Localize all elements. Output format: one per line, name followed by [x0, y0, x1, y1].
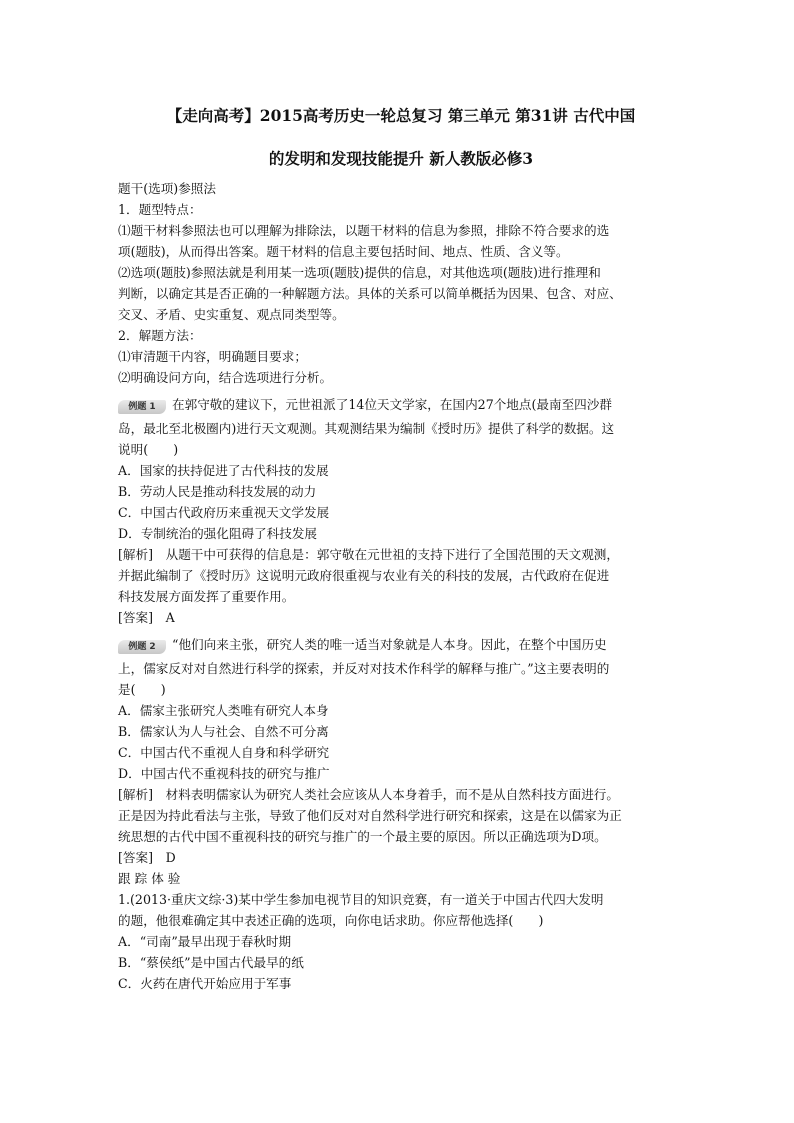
method-1: ⑴审清题干内容，明确题目要求； [118, 349, 307, 364]
example-2-analysis-line-2: 正是因为持此看法与主张，导致了他们反对对自然科学进行研究和探索，这是在以儒家为正 [118, 808, 622, 823]
example-1-stem-line-2: 岛，最北至北极圈内)进行天文观测。其观测结果为编制《授时历》提供了科学的数据。这 [118, 421, 615, 436]
example-2-stem-line-3: 是( ) [118, 682, 166, 697]
example-1-badge: 例题 1 [118, 400, 166, 414]
example-1-analysis-line-1: [解析] 从题干中可获得的信息是：郭守敬在元世祖的支持下进行了全国范围的天文观测， [118, 547, 619, 562]
document-body [118, 178, 684, 994]
feature-2-line-2: 判断，以确定其是否正确的一种解题方法。具体的关系可以简单概括为因果、包含、对应、 [118, 286, 622, 301]
example-1-option-b: B．劳动人民是推动科技发展的动力 [118, 484, 317, 499]
section-heading: 题干(选项)参照法 [118, 181, 216, 196]
features-heading: 1．题型特点： [118, 202, 202, 217]
example-2-option-b: B．儒家认为人与社会、自然不可分离 [118, 724, 329, 739]
example-2-stem-line-2: 上，儒家反对对自然进行科学的探索，并反对对技术作科学的解释与推广。”这主要表明的 [118, 661, 610, 676]
document-title-line-2: 的发明和发现技能提升 新人教版必修3 [268, 149, 534, 168]
method-heading: 2．解题方法： [118, 328, 202, 343]
feature-1-line-1: ⑴题干材料参照法也可以理解为排除法，以题干材料的信息为参照，排除不符合要求的选 [118, 223, 610, 238]
question-1-option-b: B．“蔡侯纸”是中国古代最早的纸 [118, 955, 304, 970]
question-1-option-c: C．火药在唐代开始应用于军事 [118, 976, 292, 991]
example-1-stem-line-1: 例题 1 在郭守敬的建议下，元世祖派了14位天文学家，在国内27个地点(最南至四沙群 [118, 394, 684, 415]
example-2-analysis-line-3: 统思想的古代中国不重视科技的研究与推广的一个最主要的原因。所以正确选项为D项。 [118, 829, 607, 844]
practice-heading: 跟 踪 体 验 [118, 871, 181, 886]
example-2-answer: [答案] D [118, 850, 176, 865]
example-1-analysis-line-3: 科技发展方面发挥了重要作用。 [118, 589, 295, 604]
question-1-stem-line-1: 1.(2013·重庆文综·3)某中学生参加电视节目的知识竞赛，有一道关于中国古代四大发明 [118, 892, 604, 907]
feature-1-line-2: 项(题肢)，从而得出答案。题干材料的信息主要包括时间、地点、性质、含义等。 [118, 244, 569, 259]
example-1-option-c: C．中国古代政府历来重视天文学发展 [118, 505, 330, 520]
question-1-stem-line-2: 的题，他很难确定其中表述正确的选项，向你电话求助。你应帮他选择( ) [118, 913, 544, 928]
example-2-option-c: C．中国古代不重视人自身和科学研究 [118, 745, 330, 760]
document-title-line-1: 【走向高考】2015高考历史一轮总复习 第三单元 第31讲 古代中国 [166, 106, 636, 125]
example-2-option-d: D．中国古代不重视科技的研究与推广 [118, 766, 330, 781]
feature-2-line-1: ⑵选项(题肢)参照法就是利用某一选项(题肢)提供的信息，对其他选项(题肢)进行推理和 [118, 265, 601, 280]
example-1-answer: [答案] A [118, 610, 175, 625]
feature-2-line-3: 交叉、矛盾、史实重复、观点同类型等。 [118, 307, 345, 322]
example-1-analysis-line-2: 并据此编制了《授时历》这说明元政府很重视与农业有关的科技的发展，古代政府在促进 [118, 568, 610, 583]
example-1-option-a: A．国家的扶持促进了古代科技的发展 [118, 463, 329, 478]
example-2-analysis-line-1: [解析] 材料表明儒家认为研究人类社会应该从人本身着手，而不是从自然科技方面进行。 [118, 787, 619, 802]
example-2-stem-line-1: 例题 2 “他们向来主张，研究人类的唯一适当对象就是人本身。因此，在整个中国历史 [118, 634, 684, 655]
example-2-option-a: A．儒家主张研究人类唯有研究人本身 [118, 703, 329, 718]
method-2: ⑵明确设问方向，结合选项进行分析。 [118, 370, 333, 385]
example-2-badge: 例题 2 [118, 640, 166, 654]
question-1-option-a: A．“司南”最早出现于春秋时期 [118, 934, 292, 949]
example-1-option-d: D．专制统治的强化阻碍了科技发展 [118, 526, 318, 541]
example-1-stem-line-3: 说明( ) [118, 442, 179, 457]
